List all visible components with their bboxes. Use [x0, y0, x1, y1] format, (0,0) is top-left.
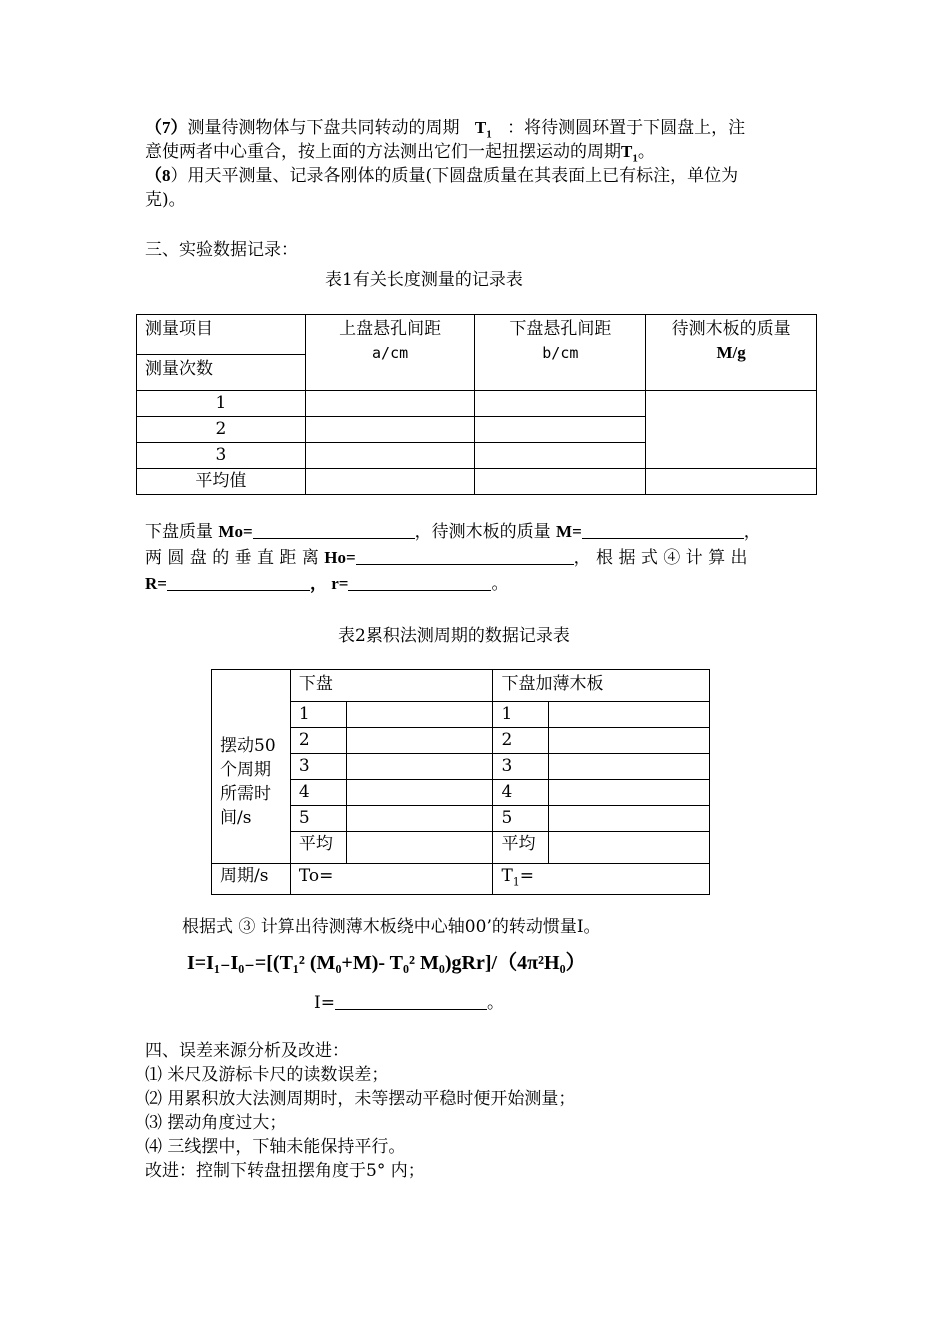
- t2-num: 3: [493, 754, 549, 780]
- t1-mass-cell: [646, 391, 817, 469]
- t1-h-count: 测量次数: [137, 355, 306, 391]
- t2-cell: [346, 702, 493, 728]
- section3-title: 三、实验数据记录：: [145, 240, 298, 260]
- r-blank: [167, 572, 310, 591]
- t1-cell: [475, 443, 646, 469]
- t2-num: 2: [290, 728, 346, 754]
- step7-line2: 意使两者中心重合，按上面的方法测出它们一起扭摆运动的周期$T_1$。: [145, 142, 655, 165]
- table1-caption: 表1有关长度测量的记录表: [325, 270, 523, 290]
- t1-h-a: 上盘悬孔间距 a/cm: [305, 315, 475, 391]
- t2-num: 5: [290, 806, 346, 832]
- fill-line1: 下盘质量 Mo= ，待测木板的质量 M= ，: [145, 522, 761, 542]
- step8-line2: 克)。: [145, 190, 186, 210]
- t2-cell: [549, 806, 710, 832]
- t1-row-avg: 平均值: [137, 469, 306, 495]
- t2-cell: [549, 702, 710, 728]
- improve-text: 改进：控制下转盘扭摆角度于5° 内；: [145, 1161, 425, 1181]
- t2-num: 1: [290, 702, 346, 728]
- table1: [136, 314, 817, 495]
- t2-cell: [346, 780, 493, 806]
- error-item-2: ⑵ 用累积放大法测周期时，未等摆动平稳时便开始测量；: [145, 1089, 576, 1109]
- error-item-4: ⑷ 三线摆中，下轴未能保持平行。: [145, 1137, 406, 1157]
- i-blank: [335, 991, 487, 1010]
- t2-num: 1: [493, 702, 549, 728]
- t1-cell: [475, 417, 646, 443]
- t2-num: 3: [290, 754, 346, 780]
- t1-cell: [305, 443, 475, 469]
- t1-row-3: 3: [137, 443, 306, 469]
- t1-cell: [646, 469, 817, 495]
- t2-h-lower: 下盘: [290, 670, 493, 702]
- fill-line2: 两 圆 盘 的 垂 直 距 离 Ho= ， 根 据 式 ④ 计 算 出: [145, 548, 748, 568]
- t2-num: 4: [493, 780, 549, 806]
- mo-blank: [253, 520, 415, 539]
- step7-line1: （7）测量待测物体与下盘共同转动的周期 $T_1$ ：将待测圆环置于下圆盘上，注: [145, 118, 746, 141]
- table2-caption: 表2累积法测周期的数据记录表: [338, 626, 570, 646]
- t1-row-1: 1: [137, 391, 306, 417]
- t2-num: 5: [493, 806, 549, 832]
- step8-line1: （8）用天平测量、记录各刚体的质量(下圆盘质量在其表面上已有标注，单位为: [145, 166, 739, 186]
- t1-cell: [475, 391, 646, 417]
- t2-empty-corner: [212, 670, 291, 702]
- i-result-line: I= 。: [314, 993, 504, 1013]
- calc-text: 根据式 ③ 计算出待测薄木板绕中心轴00’的转动惯量I。: [182, 917, 601, 937]
- t2-cell: [549, 832, 710, 864]
- table2: [211, 669, 710, 895]
- t2-cell: [346, 832, 493, 864]
- t1-row-2: 2: [137, 417, 306, 443]
- t2-avg: 平均: [493, 832, 549, 864]
- t1-cell: [305, 417, 475, 443]
- t1-h-b: 下盘悬孔间距 b/cm: [475, 315, 646, 391]
- t2-cell: [549, 780, 710, 806]
- formula: I=I₁₋I₀₋=[(T₁² (M₀+M)- T₀² M₀)gRr]/（4π²H₀）: [187, 952, 586, 974]
- t1-h-item: 测量项目: [137, 315, 306, 355]
- section4-title: 四、误差来源分析及改进：: [145, 1041, 349, 1061]
- t2-h-board: 下盘加薄木板: [493, 670, 710, 702]
- error-item-3: ⑶ 摆动角度过大；: [145, 1113, 287, 1133]
- t2-cell: [549, 728, 710, 754]
- ho-blank: [356, 546, 574, 565]
- t2-t1: $T_1=$: [493, 864, 710, 895]
- fill-line3: R= ， r= 。: [145, 574, 509, 594]
- t1-cell: [305, 469, 475, 495]
- t2-row-label: 摆动50个周期所需时间/s: [212, 702, 291, 864]
- r-small-blank: [348, 572, 491, 591]
- t2-cell: [549, 754, 710, 780]
- t2-period-label: 周期/s: [212, 864, 291, 895]
- t2-t0: To=: [290, 864, 493, 895]
- t2-avg: 平均: [290, 832, 346, 864]
- m-blank: [582, 520, 744, 539]
- t1-cell: [305, 391, 475, 417]
- t2-cell: [346, 806, 493, 832]
- t1-h-m: 待测木板的质量 M/g: [646, 315, 817, 391]
- t2-cell: [346, 728, 493, 754]
- t1-cell: [475, 469, 646, 495]
- t2-num: 2: [493, 728, 549, 754]
- t2-cell: [346, 754, 493, 780]
- error-item-1: ⑴ 米尺及游标卡尺的读数误差；: [145, 1065, 389, 1085]
- t2-num: 4: [290, 780, 346, 806]
